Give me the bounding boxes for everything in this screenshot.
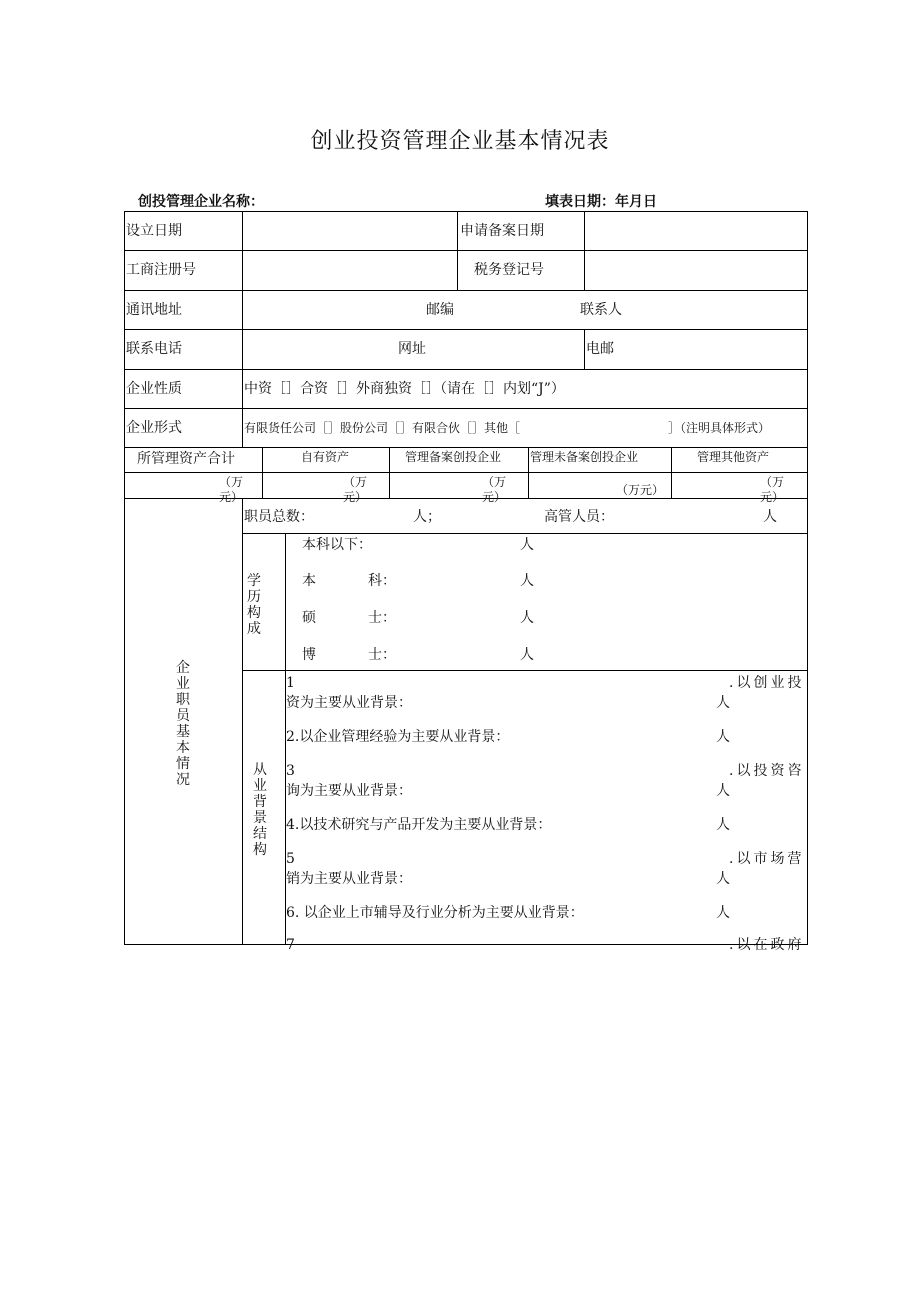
background-list xyxy=(286,671,807,953)
contact-person-label: 联系人 xyxy=(580,302,622,318)
bg-item-3-unit: 人 xyxy=(716,783,730,799)
apply-record-date-label: 申请备案日期 xyxy=(460,223,544,239)
edu-bachelor-a: 本 xyxy=(302,573,316,589)
phone-label: 联系电话 xyxy=(126,341,182,357)
bg-item-1-number: 1 xyxy=(286,675,295,691)
assets-total-label: 所管理资产合计 xyxy=(137,451,235,467)
bg-item-1-right: .以创业投 xyxy=(729,675,805,691)
bg-item-5-number: 5 xyxy=(286,851,295,867)
edu-doctor-a: 博 xyxy=(302,647,316,663)
bg-item-3-label: 询为主要从业背景： xyxy=(286,783,412,799)
fill-date-label: 填表日期：年月日 xyxy=(545,194,657,210)
postcode-label: 邮编 xyxy=(426,302,454,318)
bg-item-4-unit: 人 xyxy=(716,817,730,833)
bg-item-5-unit: 人 xyxy=(716,871,730,887)
bg-item-5-label: 销为主要从业背景： xyxy=(286,871,412,887)
staff-total-unit: 人； xyxy=(413,509,441,525)
senior-staff-label: 高管人员： xyxy=(544,509,614,525)
education-label: 学历构成 xyxy=(247,573,261,637)
company-name-label: 创投管理企业名称： xyxy=(138,194,264,210)
bg-item-1-label: 资为主要从业背景： xyxy=(286,695,412,711)
senior-staff-unit: 人 xyxy=(763,509,777,525)
edu-master-unit: 人 xyxy=(520,610,534,626)
address-label: 通讯地址 xyxy=(126,302,182,318)
biz-reg-no-label: 工商注册号 xyxy=(126,262,196,278)
assets-recorded-header: 管理备案创投企业 xyxy=(405,450,502,464)
bg-item-2-label: 2.以企业管理经验为主要从业背景： xyxy=(286,729,510,745)
page-title: 创业投资管理企业基本情况表 xyxy=(310,129,610,154)
bg-item-3-number: 3 xyxy=(286,763,295,779)
edu-bachelor-unit: 人 xyxy=(520,573,534,589)
bg-item-7-right: .以在政府 xyxy=(729,937,805,953)
edu-master-a: 硕 xyxy=(302,610,316,626)
background-label: 从业背景结构 xyxy=(253,762,267,858)
assets-unrecorded-header: 管理未备案创投企业 xyxy=(530,450,639,464)
assets-total-unit: （万 元） xyxy=(219,475,244,504)
bg-item-4-label: 4.以技术研究与产品开发为主要从业背景： xyxy=(286,817,552,833)
email-label: 电邮 xyxy=(586,341,614,357)
bg-item-3-right: .以投资咨 xyxy=(729,763,805,779)
website-label: 网址 xyxy=(398,341,426,357)
assets-other-header: 管理其他资产 xyxy=(697,450,770,464)
bg-item-6-unit: 人 xyxy=(716,905,730,921)
edu-master-b: 士： xyxy=(368,610,396,626)
staff-total-label: 职员总数： xyxy=(244,509,314,525)
edu-doctor-b: 士： xyxy=(368,647,396,663)
form-options-left: 有限货任公司［］股份公司［］有限合伙［］其他［ xyxy=(244,421,521,435)
form-label: 企业形式 xyxy=(126,420,182,436)
edu-below-bachelor: 本科以下： xyxy=(302,537,372,553)
bg-item-5-right: .以市场营 xyxy=(729,851,805,867)
nature-label: 企业性质 xyxy=(126,381,182,397)
edu-doctor-unit: 人 xyxy=(520,647,534,663)
bg-item-1-unit: 人 xyxy=(716,695,730,711)
bg-item-6-label: 6. 以企业上市辅导及行业分析为主要从业背景： xyxy=(286,905,584,921)
edu-below-bachelor-unit: 人 xyxy=(520,537,534,553)
bg-item-2-unit: 人 xyxy=(716,729,730,745)
assets-unrecorded-unit: （万元） xyxy=(616,483,665,497)
establish-date-label: 设立日期 xyxy=(126,223,182,239)
assets-own-unit: （万 元） xyxy=(343,475,368,504)
nature-options: 中资［］合资［］外商独资［］（请在［］内划“J”） xyxy=(244,381,565,397)
edu-bachelor-b: 科： xyxy=(368,573,396,589)
staff-section-label: 企业职员基本情况 xyxy=(176,660,190,788)
tax-reg-no-label: 税务登记号 xyxy=(474,262,544,278)
assets-own-header: 自有资产 xyxy=(301,450,350,464)
form-options-right: ］（注明具体形式） xyxy=(668,421,771,435)
assets-other-unit: （万 元） xyxy=(760,475,785,504)
bg-item-7-number: 7 xyxy=(286,937,295,953)
assets-recorded-unit: （万 元） xyxy=(482,475,507,504)
